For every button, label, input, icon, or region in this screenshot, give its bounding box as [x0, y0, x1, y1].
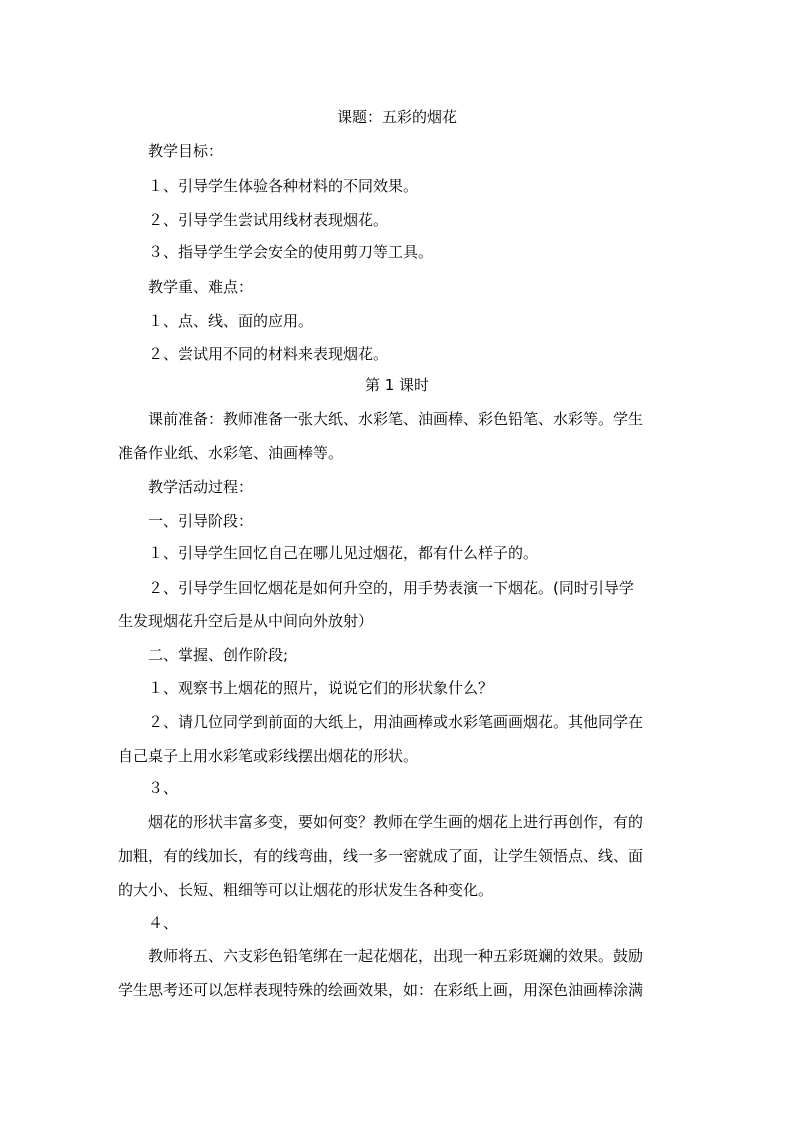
- stage2-item-continuation: 自己桌子上用水彩笔或彩线摆出烟花的形状。: [118, 747, 419, 765]
- prep-paragraph-line: 准备作业纸、水彩笔、油画棒等。: [118, 444, 344, 462]
- objectives-heading: 教学目标：: [148, 142, 224, 160]
- keypoints-heading: 教学重、难点：: [148, 278, 254, 296]
- process-heading: 教学活动过程：: [148, 478, 254, 496]
- keypoint-item: １、点、线、面的应用。: [148, 312, 314, 330]
- stage1-heading: 一、引导阶段：: [148, 512, 254, 530]
- stage1-item: ２、引导学生回忆烟花是如何升空的，用手势表演一下烟花。(同时引导学: [148, 579, 634, 597]
- stage2-paragraph-line: 学生思考还可以怎样表现特殊的绘画效果，如：在彩纸上画，用深色油画棒涂满: [118, 981, 644, 999]
- objective-item: ３、指导学生学会安全的使用剪刀等工具。: [148, 243, 434, 261]
- stage2-item-number: ４、: [148, 914, 179, 932]
- stage2-paragraph-line: 烟花的形状丰富多变，要如何变？教师在学生画的烟花上进行再创作，有的: [148, 813, 644, 831]
- stage2-heading: 二、掌握、创作阶段;: [148, 646, 289, 664]
- stage2-paragraph-line: 的大小、长短、粗细等可以让烟花的形状发生各种变化。: [118, 881, 494, 899]
- objective-item: １、引导学生体验各种材料的不同效果。: [148, 177, 419, 195]
- stage2-item: ２、请几位同学到前面的大纸上，用油画棒或水彩笔画画烟花。其他同学在: [148, 713, 644, 731]
- lesson-heading: 第 1 课时: [364, 376, 430, 394]
- stage2-paragraph-line: 加粗，有的线加长，有的线弯曲，线一多一密就成了面，让学生领悟点、线、面: [118, 847, 644, 865]
- stage1-item-continuation: 生发现烟花升空后是从中间向外放射）: [118, 612, 374, 630]
- stage2-paragraph-line: 教师将五、六支彩色铅笔绑在一起花烟花，出现一种五彩斑斓的效果。鼓励: [148, 947, 644, 965]
- stage2-item-number: ３、: [148, 779, 179, 797]
- prep-paragraph-line: 课前准备：教师准备一张大纸、水彩笔、油画棒、彩色铅笔、水彩等。学生: [148, 410, 644, 428]
- objective-item: ２、引导学生尝试用线材表现烟花。: [148, 211, 389, 229]
- stage2-item: １、观察书上烟花的照片，说说它们的形状象什么？: [148, 679, 494, 697]
- stage1-item: １、引导学生回忆自己在哪儿见过烟花，都有什么样子的。: [148, 544, 539, 562]
- keypoint-item: ２、尝试用不同的材料来表现烟花。: [148, 345, 389, 363]
- page-title: 课题：五彩的烟花: [336, 108, 457, 126]
